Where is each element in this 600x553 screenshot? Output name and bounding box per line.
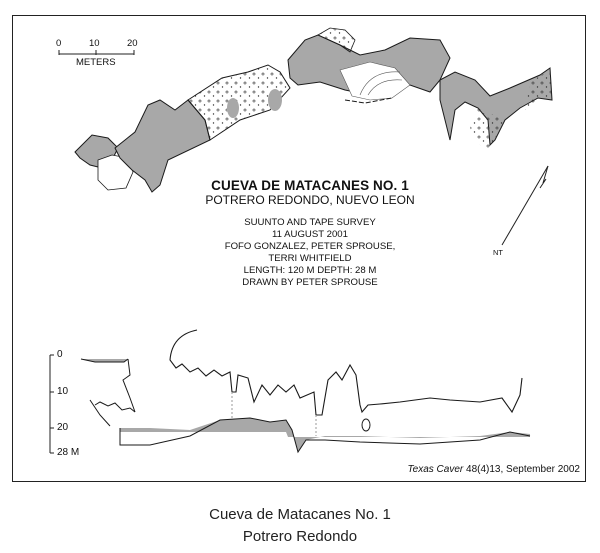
map-title-block — [190, 178, 430, 289]
scale-tick-20: 20 — [127, 38, 138, 49]
caption-line2: Potrero Redondo — [242, 528, 358, 545]
survey-info — [190, 217, 430, 289]
scale-tick-10: 10 — [89, 38, 100, 49]
plan-view — [75, 28, 552, 192]
cave-name: CUEVA DE MATACANES NO. 1 — [211, 178, 409, 193]
survey-date: 11 AUGUST 2001 — [272, 229, 348, 240]
north-arrow-icon — [502, 166, 548, 245]
citation-journal: Texas Caver — [407, 464, 464, 475]
caption-line1: Cueva de Matacanes No. 1 — [209, 506, 391, 523]
depth-tick-20: 20 — [57, 422, 69, 433]
surveyors-line1: FOFO GONZALEZ, PETER SPROUSE, — [224, 241, 396, 252]
scale-tick-0: 0 — [56, 38, 62, 49]
profile-view — [50, 330, 530, 453]
survey-method: SUUNTO AND TAPE SURVEY — [244, 217, 376, 228]
scale-unit: METERS — [76, 57, 116, 68]
cave-location: POTRERO REDONDO, NUEVO LEON — [205, 193, 415, 207]
length-depth: LENGTH: 120 M DEPTH: 28 M — [243, 265, 377, 276]
surveyors-line2: TERRI WHITFIELD — [268, 253, 352, 264]
depth-tick-10: 10 — [57, 386, 69, 397]
north-label: NT — [493, 248, 503, 257]
depth-tick-0: 0 — [57, 349, 63, 360]
depth-tick-28: 28 M — [57, 447, 80, 458]
drafter: DRAWN BY PETER SPROUSE — [242, 277, 378, 288]
citation-details: 48(4)13, September 2002 — [463, 464, 580, 475]
scale-bar — [59, 50, 134, 55]
citation — [407, 464, 580, 475]
